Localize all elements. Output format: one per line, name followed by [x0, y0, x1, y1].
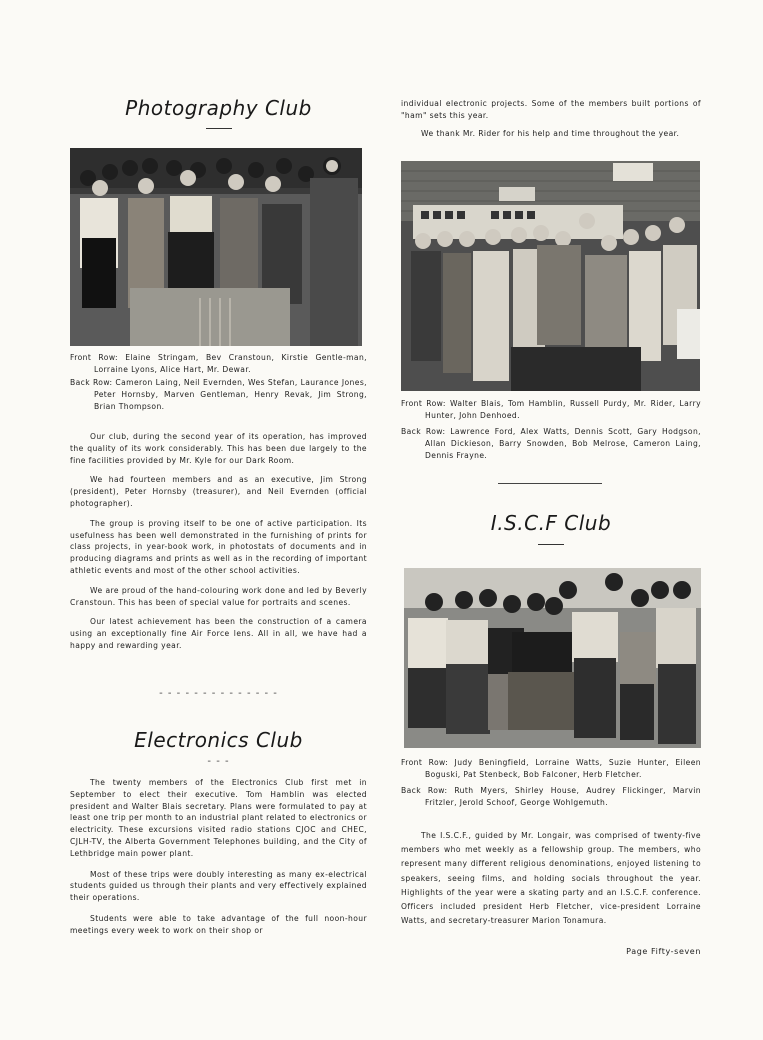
- photography-caption-back-row: Back Row: Cameron Laing, Neil Evernden, Wes Stefan, Laurance Jones, Peter Hornsby, Marven Gentleman, Henry Revak, Jim Strong, Brian Thompson.: [70, 378, 367, 411]
- iscf-caption: [401, 757, 701, 810]
- electronics-paragraph: individual electronic projects. Some of the members built portions of "ham" sets this year.: [401, 99, 701, 120]
- photography-heading-block: [70, 96, 367, 129]
- photography-paragraph: The group is proving itself to be one of active participation. Its usefulness has been well demonstrated in the furnishing of prints for class projects, in year-book work, in photostats of documents and in producing diagrams and prints as well as in the recording of important athletic events and most of the other school activities.: [70, 518, 367, 575]
- iscf-article: [401, 829, 701, 928]
- electronics-caption-back-row: Back Row: Lawrence Ford, Alex Watts, Dennis Scott, Gary Hodgson, Allan Dickieson, Barry Snowden, Bob Melrose, Cameron Laing, Dennis Frayne.: [401, 427, 701, 460]
- iscf-club-photo: [404, 568, 701, 748]
- electronics-club-photo: [401, 161, 700, 391]
- electronics-paragraph: The twenty members of the Electronics Club first met in September to elect their executive. Tom Hamblin was elected president and Walter Blais secretary. Plans were formulated to pay at least one trip per month to an industrial plant related to electronics or electricity. These excursions visited radio stations CJOC and CHEC, CJLH-TV, the Alberta Government Telephones building, and the City of Lethbridge main power plant.: [70, 778, 367, 858]
- iscf-heading-block: [401, 511, 701, 545]
- section-divider-line: [498, 483, 602, 484]
- electronics-paragraph: Students were able to take advantage of the full noon-hour meetings every week to work on their shop or: [70, 913, 367, 935]
- section-divider: - - - - - - - - - - - - - -: [159, 688, 278, 699]
- photography-club-photo: [70, 148, 362, 346]
- title-underline: [206, 128, 232, 129]
- iscf-club-title: I.S.C.F Club: [490, 511, 612, 535]
- photography-paragraph: We are proud of the hand-colouring work done and led by Beverly Cranstoun. This has been of special value for portraits and scenes.: [70, 585, 367, 607]
- electronics-club-title: Electronics Club: [134, 728, 303, 752]
- electronics-paragraph: Most of these trips were doubly interesting as many ex-electrical students guided us through their plants and very effectively explained their operations.: [70, 869, 367, 903]
- photography-caption-front-row: Front Row: Elaine Stringam, Bev Cranstoun, Kirstie Gentle-man, Lorraine Lyons, Alice Hart, Mr. Dewar.: [70, 353, 367, 374]
- photography-article: [70, 431, 367, 652]
- photography-caption: [70, 352, 367, 414]
- electronics-caption: [401, 398, 701, 463]
- electronics-article: [70, 777, 367, 937]
- page-number: Page Fifty-seven: [626, 947, 701, 956]
- electronics-paragraph: We thank Mr. Rider for his help and time throughout the year.: [421, 128, 680, 138]
- iscf-caption-back-row: Back Row: Ruth Myers, Shirley House, Audrey Flickinger, Marvin Fritzler, Jerold Schoof, George Wohlgemuth.: [401, 786, 701, 807]
- photography-paragraph: We had fourteen members and as an executive, Jim Strong (president), Peter Hornsby (treasurer), and Neil Evernden (official photographer).: [70, 475, 367, 508]
- photography-club-title: Photography Club: [125, 96, 312, 120]
- title-underline: [538, 544, 564, 545]
- photography-paragraph: Our club, during the second year of its operation, has improved the quality of its work considerably. This has been due largely to the fine facilities provided by Mr. Kyle for our Dark Room.: [70, 432, 367, 465]
- electronics-caption-front-row: Front Row: Walter Blais, Tom Hamblin, Russell Purdy, Mr. Rider, Larry Hunter, John Denhoed.: [401, 399, 701, 420]
- electronics-heading-block: [70, 728, 367, 767]
- iscf-paragraph: The I.S.C.F., guided by Mr. Longair, was comprised of twenty-five members who met weekly as a fellowship group. The members, who represent many different religious denominations, enjoyed listening to speakers, seeing films, and holding socials throughout the year. Highlights of the year were a skating party and an I.S.C.F. conference. Officers included president Herb Fletcher, vice-president Lorraine Watts, and secretary-treasurer Marion Tonamura.: [401, 831, 701, 926]
- electronics-article-continued: [401, 98, 701, 139]
- electronics-title-dash: - - -: [207, 756, 230, 767]
- iscf-caption-front-row: Front Row: Judy Beningfield, Lorraine Watts, Suzie Hunter, Eileen Boguski, Pat Stenbeck, Bob Falconer, Herb Fletcher.: [401, 758, 701, 779]
- photography-paragraph: Our latest achievement has been the construction of a camera using an exceptionally fine Air Force lens. All in all, we have had a happy and rewarding year.: [70, 617, 367, 650]
